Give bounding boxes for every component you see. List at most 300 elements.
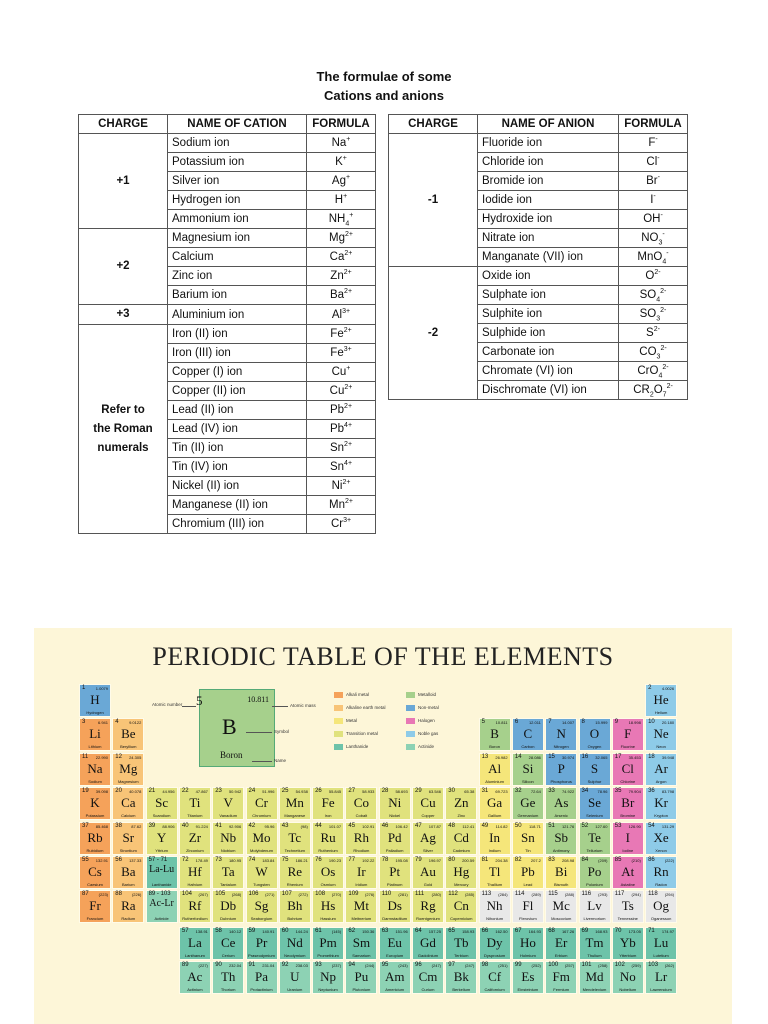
element-cell-pr <box>246 927 278 960</box>
element-number: 92 <box>281 962 289 969</box>
element-name: Erbium <box>554 952 568 958</box>
element-cell-mg <box>112 753 144 786</box>
legend-swatch <box>406 731 415 737</box>
element-cell-ts <box>612 890 644 923</box>
element-cell-li <box>79 718 111 751</box>
element-symbol: Sn <box>521 829 535 845</box>
element-number: 10 <box>648 719 655 726</box>
formula-cell: H+ <box>307 191 376 210</box>
formula-cell: $SO_3^{2-}$ <box>619 305 688 324</box>
element-symbol: Cf <box>488 969 502 985</box>
element-mass: 180.95 <box>228 858 242 863</box>
element-cell-rn <box>645 856 677 889</box>
charge-cell: -2 <box>389 267 478 400</box>
element-number: 41 <box>215 822 222 829</box>
element-number: 36 <box>648 788 655 795</box>
element-cell-ac-lr <box>146 890 178 923</box>
element-name: Oganesson <box>650 916 672 922</box>
element-number: 91 <box>248 962 256 969</box>
element-number: 94 <box>348 962 356 969</box>
element-mass: 106.42 <box>395 823 408 829</box>
element-mass: 190.23 <box>328 858 342 863</box>
element-mass: 164.93 <box>528 928 541 934</box>
anion-formula-header: FORMULA <box>619 115 688 134</box>
element-cell-ce <box>212 927 244 960</box>
key-line-symbol <box>246 732 272 733</box>
element-mass: (226) <box>131 892 142 898</box>
element-name: Actinide <box>154 916 169 922</box>
legend-swatch <box>334 692 343 698</box>
element-number: 23 <box>215 788 222 795</box>
element-number: 69 <box>581 927 589 934</box>
ion-name-cell: Iron (II) ion <box>168 325 307 344</box>
ion-name-cell: Hydroxide ion <box>478 210 619 229</box>
element-cell-tc <box>279 822 311 855</box>
element-cell-th <box>212 961 244 994</box>
element-number: 90 <box>215 962 222 969</box>
element-name: Americium <box>385 987 405 993</box>
element-name: Nickel <box>389 813 401 819</box>
formula-cell: MnO$_4$- <box>619 248 688 267</box>
formula-superscript: 2+ <box>344 403 353 411</box>
element-mass: 131.29 <box>661 823 675 829</box>
formula-superscript: 3+ <box>342 307 351 315</box>
element-number: 14 <box>514 753 522 760</box>
element-mass: 173.05 <box>628 928 641 934</box>
element-name: Molybdenum <box>250 847 273 853</box>
element-mass: 28.086 <box>528 754 541 760</box>
element-symbol: Sm <box>352 934 371 950</box>
element-cell-la-lu <box>146 856 178 889</box>
element-name: Gold <box>423 882 433 887</box>
element-mass: (251) <box>498 963 508 969</box>
element-symbol: Cl <box>621 760 634 776</box>
element-symbol: S <box>590 760 599 776</box>
element-name: Indium <box>488 847 501 853</box>
element-number: 61 <box>315 927 322 934</box>
formula-superscript: - <box>660 212 663 220</box>
table-row <box>79 134 376 153</box>
page-heading <box>0 67 768 105</box>
element-mass: 18.998 <box>628 720 641 726</box>
element-mass: 35.453 <box>628 754 641 760</box>
element-number: 57 <box>181 927 189 934</box>
element-mass: 200.59 <box>462 858 475 863</box>
element-name: Titanium <box>187 813 203 819</box>
ion-name-cell: Nitrate ion <box>478 229 619 248</box>
element-cell-la <box>179 927 211 960</box>
element-cell-w <box>246 856 278 889</box>
element-cell-pd <box>379 822 411 855</box>
formula-cell: $Al^{3+}$ <box>307 305 376 325</box>
element-number: 103 <box>648 962 659 969</box>
element-symbol: N <box>556 726 566 742</box>
key-atomic-mass: 10.811 <box>247 695 269 704</box>
formula-superscript: - <box>662 231 665 239</box>
element-symbol: He <box>653 692 669 707</box>
legend-swatch <box>334 731 343 737</box>
legend-item <box>334 744 368 750</box>
element-cell-rf <box>179 890 211 923</box>
element-name: Promethium <box>317 952 339 958</box>
formula-subscript: 3 <box>658 239 663 247</box>
element-mass: 88.906 <box>162 823 175 829</box>
formula-superscript: 3+ <box>343 517 352 525</box>
element-name: Xenon <box>655 847 667 853</box>
element-cell-mo <box>246 822 278 855</box>
element-number: 72 <box>181 857 189 863</box>
element-number: 104 <box>181 891 192 898</box>
element-symbol: Re <box>287 864 303 879</box>
heading-line-2: Cations and anions <box>324 88 444 103</box>
element-symbol: Mn <box>285 795 304 811</box>
anion-table <box>388 114 688 400</box>
element-mass: (288) <box>564 892 575 898</box>
element-mass: 20.180 <box>661 720 675 726</box>
legend-item <box>406 731 438 737</box>
formula-superscript: 2+ <box>344 384 353 392</box>
element-symbol: Kr <box>654 795 668 811</box>
charge-line: Refer to <box>101 403 145 416</box>
element-mass: 112.41 <box>462 823 475 829</box>
legend-item <box>334 692 369 698</box>
element-name: Rhodium <box>353 847 370 853</box>
element-mass: 174.97 <box>661 928 675 934</box>
element-symbol: Xe <box>653 829 669 845</box>
element-cell-mc <box>545 890 577 923</box>
formula-cell: OH- <box>619 210 688 229</box>
charge-line: the Roman <box>93 422 153 435</box>
element-symbol: Ca <box>121 795 136 811</box>
element-name: Lanthanum <box>184 952 205 958</box>
element-number: 71 <box>648 927 655 934</box>
element-symbol: Lv <box>587 898 602 914</box>
element-cell-sn <box>512 822 544 855</box>
legend-item <box>334 718 357 724</box>
element-name: Phosphorus <box>550 778 572 784</box>
element-name: Manganese <box>284 813 306 819</box>
element-number: 88 <box>115 891 122 898</box>
element-mass: 14.007 <box>561 720 575 726</box>
element-number: 9 <box>614 719 619 726</box>
element-symbol: Ce <box>220 934 236 950</box>
legend-label: Lanthanide <box>346 744 369 750</box>
element-name: Flerovium <box>519 916 537 922</box>
element-number: 81 <box>481 857 489 863</box>
formula-subscript: 3 <box>656 353 661 361</box>
element-symbol: In <box>489 829 501 845</box>
legend-label: Actinide <box>418 744 435 750</box>
element-symbol: Rg <box>420 898 436 914</box>
ion-name-cell: Nickel (II) ion <box>168 477 307 496</box>
element-symbol: Nb <box>220 829 237 845</box>
element-symbol: Ar <box>654 760 668 776</box>
element-number: 13 <box>481 753 489 760</box>
element-number: 73 <box>215 857 222 863</box>
element-number: 117 <box>614 891 625 898</box>
element-name: Hydrogen <box>86 710 104 715</box>
element-number: 62 <box>348 927 356 934</box>
anion-name-header: NAME OF ANION <box>478 115 619 134</box>
element-name: Neodymium <box>284 952 306 958</box>
element-mass: 178.49 <box>195 858 208 863</box>
element-name: Hafnium <box>187 882 203 887</box>
element-mass: (237) <box>331 963 342 969</box>
element-name: Astatine <box>620 882 636 887</box>
element-number: 58 <box>215 927 222 934</box>
anion-header-row <box>389 115 688 134</box>
legend-item <box>406 705 439 711</box>
formula-superscript: 2- <box>653 326 660 334</box>
element-mass: (222) <box>664 858 675 863</box>
element-name: Ytterbium <box>619 952 637 958</box>
element-cell-tl <box>479 856 511 889</box>
element-cell-fm <box>545 961 577 994</box>
element-symbol: Sc <box>155 795 169 811</box>
key-label-symbol: Symbol <box>274 729 290 734</box>
element-number: 15 <box>548 753 555 760</box>
element-mass: 63.546 <box>428 789 441 795</box>
element-name: Ruthenium <box>318 847 338 853</box>
element-number: 40 <box>181 822 189 829</box>
formula-superscript: 2- <box>654 269 661 277</box>
ion-name-cell: Lead (IV) ion <box>168 420 307 439</box>
element-name: Copper <box>421 813 435 819</box>
legend-swatch <box>406 692 415 698</box>
element-name: Dysprosium <box>484 952 506 958</box>
element-name: Cadmium <box>452 847 470 853</box>
ion-name-cell: Hydrogen ion <box>168 191 307 210</box>
element-number: 96 <box>415 962 422 969</box>
element-cell-ca <box>112 787 144 820</box>
formula-superscript: 2+ <box>344 441 353 449</box>
element-mass: 132.91 <box>95 858 108 863</box>
element-cell-y <box>146 822 178 855</box>
element-name: Aluminium <box>485 778 504 784</box>
element-symbol: Tl <box>488 864 501 879</box>
element-name: Livermorium <box>583 916 606 922</box>
element-name: Radium <box>121 916 136 922</box>
formula-superscript: - <box>657 155 660 163</box>
ion-name-cell: Dischromate (VI) ion <box>478 381 619 400</box>
legend-swatch <box>334 744 343 750</box>
formula-subscript: 2 <box>649 391 654 399</box>
element-symbol: Np <box>320 969 337 985</box>
element-cell-c <box>512 718 544 751</box>
charge-cell <box>79 325 168 534</box>
element-name: Platinum <box>386 882 403 887</box>
element-number: 27 <box>348 788 356 795</box>
element-number: 70 <box>614 927 622 934</box>
formula-subscript: 4 <box>658 372 663 380</box>
element-cell-u <box>279 961 311 994</box>
element-symbol: Pb <box>521 864 535 879</box>
formula-superscript: - <box>653 193 656 201</box>
formula-superscript: 2+ <box>345 498 353 506</box>
formula-cell: $Fe^{2+}$ <box>307 325 376 344</box>
element-cell-cu <box>412 787 444 820</box>
element-number: 63 <box>381 927 389 934</box>
formula-cell: $Ba^{2+}$ <box>307 286 376 305</box>
element-number: 16 <box>581 753 589 760</box>
element-symbol: Mo <box>252 829 271 845</box>
element-name: Moscovium <box>551 916 572 922</box>
formula-cell: I- <box>619 191 688 210</box>
element-mass: 10.811 <box>495 720 508 726</box>
element-cell-rh <box>345 822 377 855</box>
element-symbol: O <box>589 726 600 742</box>
element-mass: 138.91 <box>195 928 208 934</box>
element-symbol: Na <box>87 760 103 776</box>
element-number: 66 <box>481 927 489 934</box>
element-number: 25 <box>281 788 289 795</box>
element-number: 87 <box>82 891 89 898</box>
element-symbol: Pm <box>319 934 337 950</box>
element-name: Seaborgium <box>250 916 273 922</box>
element-cell-cr <box>246 787 278 820</box>
element-number: 7 <box>548 719 552 726</box>
element-symbol: Rh <box>353 829 369 845</box>
key-atomic-number: 5 <box>196 693 203 708</box>
table-row <box>389 267 688 286</box>
element-name: Potassium <box>85 813 105 819</box>
element-symbol: Nh <box>486 898 503 914</box>
element-symbol: Cs <box>88 864 102 879</box>
element-cell-yb <box>612 927 644 960</box>
element-cell-sm <box>345 927 377 960</box>
element-name: Arsenic <box>554 813 568 819</box>
element-symbol: Pr <box>255 934 268 950</box>
element-cell-lr <box>645 961 677 994</box>
element-number: 113 <box>481 891 492 898</box>
element-name: Vanadium <box>219 813 238 819</box>
element-name: Magnesium <box>117 778 139 784</box>
element-symbol: Hf <box>188 864 202 879</box>
element-mass: (262) <box>664 963 675 969</box>
element-cell-as <box>545 787 577 820</box>
element-number: 34 <box>581 788 589 795</box>
element-symbol: Fr <box>89 898 101 914</box>
formula-superscript: 2- <box>662 364 669 372</box>
element-cell-be <box>112 718 144 751</box>
formula-cell: K+ <box>307 153 376 172</box>
element-name: Barium <box>121 882 135 887</box>
element-symbol: Md <box>585 969 604 985</box>
element-number: 53 <box>614 822 622 829</box>
element-cell-nd <box>279 927 311 960</box>
formula-superscript: - <box>655 136 658 144</box>
element-cell-o <box>579 718 611 751</box>
element-name: Sulphur <box>587 778 602 784</box>
element-number: 56 <box>115 857 122 863</box>
element-cell-te <box>579 822 611 855</box>
element-symbol: Sr <box>122 829 135 845</box>
formula-cell: $NO_3^-$ <box>619 229 688 248</box>
element-mass: 150.36 <box>362 928 375 934</box>
element-mass: 32.065 <box>595 754 608 760</box>
element-name: Gadolinium <box>417 952 439 958</box>
element-name: Neon <box>656 744 666 750</box>
element-mass: 196.97 <box>428 858 441 863</box>
element-name: Praseodymium <box>248 952 275 958</box>
element-name: Zirconium <box>186 847 204 853</box>
legend-label: Halogen <box>418 718 435 724</box>
element-name: Beryllium <box>120 744 137 750</box>
element-number: 31 <box>481 788 489 795</box>
element-cell-ga <box>479 787 511 820</box>
element-cell-hs <box>312 890 344 923</box>
element-name: Chromium <box>252 813 271 819</box>
element-symbol: Si <box>522 760 534 776</box>
element-symbol: Co <box>353 795 369 811</box>
element-cell-mt <box>345 890 377 923</box>
element-mass: 232.04 <box>228 963 242 969</box>
element-mass: 12.011 <box>528 720 541 726</box>
element-number: 57 - 71 <box>148 857 168 863</box>
element-number: 39 <box>148 822 156 829</box>
element-mass: (284) <box>498 892 508 898</box>
legend-swatch <box>406 718 415 724</box>
element-name: Strontium <box>119 847 137 853</box>
element-mass: 91.224 <box>195 823 208 829</box>
element-mass: 40.078 <box>129 789 142 795</box>
element-number: 38 <box>115 822 122 829</box>
table-row <box>79 305 376 325</box>
element-number: 5 <box>481 719 485 726</box>
element-number: 100 <box>548 962 559 969</box>
formula-cell: Na+ <box>307 134 376 153</box>
element-symbol: Ne <box>653 726 669 742</box>
element-name: Francium <box>86 916 104 922</box>
element-number: 114 <box>514 891 525 898</box>
formula-superscript: 4+ <box>344 460 353 468</box>
element-symbol: Ds <box>387 898 402 914</box>
element-number: 52 <box>581 822 589 829</box>
ion-name-cell: Copper (II) ion <box>168 382 307 401</box>
element-symbol: B <box>490 726 499 742</box>
element-cell-am <box>379 961 411 994</box>
ion-name-cell: Tin (II) ion <box>168 439 307 458</box>
element-name: Antimony <box>552 847 570 853</box>
legend-item <box>406 718 435 724</box>
element-mass: 121.76 <box>561 823 575 829</box>
element-mass: 167.26 <box>561 928 575 934</box>
element-symbol: Au <box>420 864 436 879</box>
element-cell-co <box>345 787 377 820</box>
formula-cell: $Cr^{3+}$ <box>307 515 376 534</box>
element-mass: (244) <box>365 963 375 969</box>
element-symbol: Li <box>89 726 101 742</box>
element-number: 32 <box>514 788 522 795</box>
element-cell-cf <box>479 961 511 994</box>
formula-superscript: + <box>342 155 347 163</box>
element-cell-al <box>479 753 511 786</box>
element-mass: (252) <box>531 963 541 969</box>
element-name: Silicon <box>521 778 534 784</box>
ion-name-cell: Fluoride ion <box>478 134 619 153</box>
ion-name-cell: Aluminium ion <box>168 305 307 325</box>
element-symbol: C <box>523 726 533 742</box>
element-name: Lanthanide <box>151 882 172 887</box>
element-number: 101 <box>581 962 592 969</box>
element-number: 4 <box>115 719 119 726</box>
element-mass: (285) <box>464 892 475 898</box>
element-number: 93 <box>315 962 322 969</box>
formula-cell: Cu+ <box>307 363 376 382</box>
element-name: Uranium <box>287 987 303 993</box>
element-number: 76 <box>315 857 322 863</box>
element-symbol: Ba <box>121 864 136 879</box>
